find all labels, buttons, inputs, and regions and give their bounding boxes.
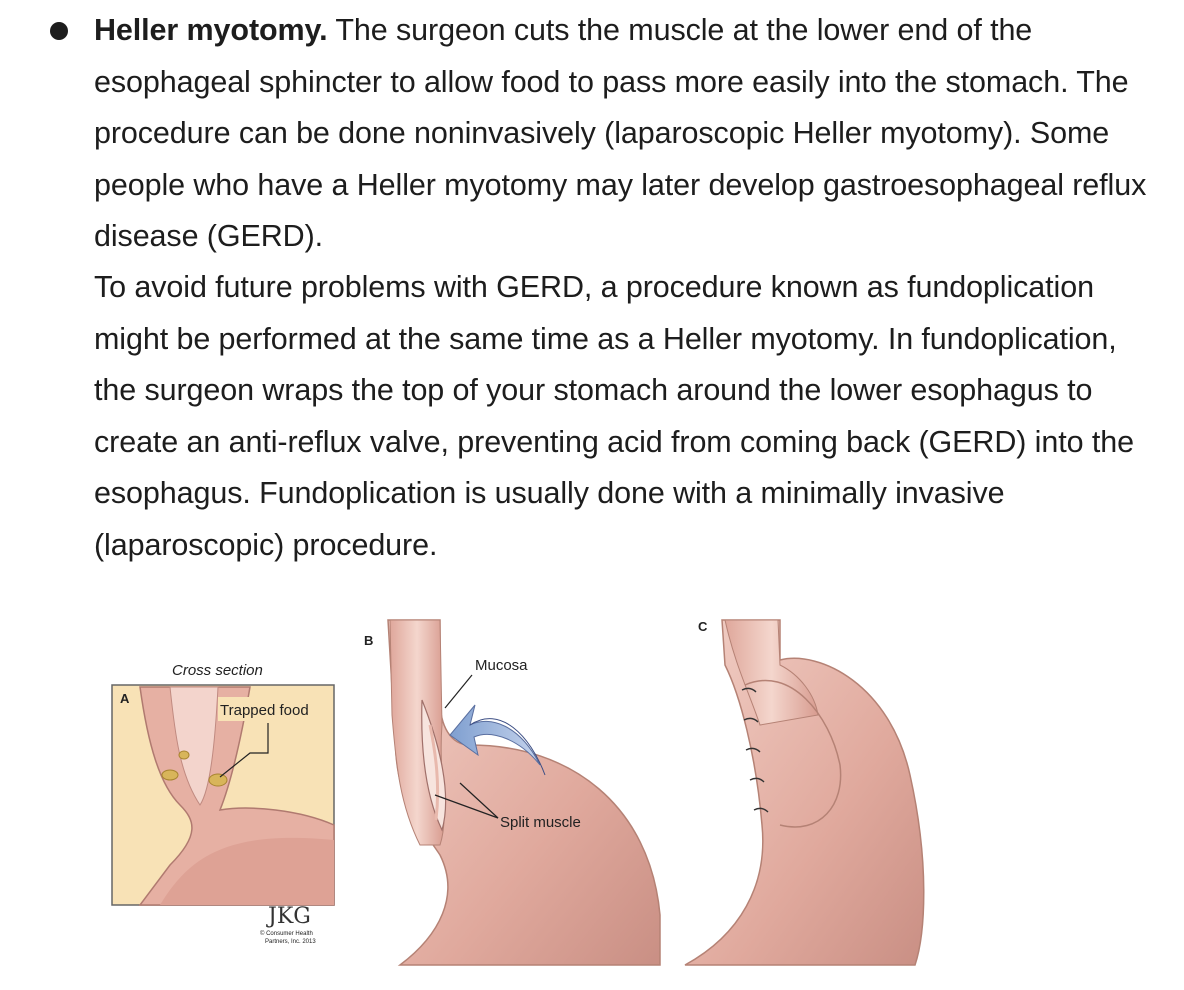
panel-b-mucosa-label: Mucosa	[475, 657, 528, 674]
panel-a-trapped-food-label: Trapped food	[220, 702, 309, 719]
panel-b	[364, 620, 660, 965]
illustration-svg	[100, 605, 1000, 970]
procedure-illustration	[100, 605, 1000, 970]
panel-a-food-particle	[209, 774, 227, 786]
signature: JKG	[268, 904, 311, 929]
panel-a-letter: A	[120, 691, 130, 706]
panel-c-stomach	[685, 620, 924, 965]
panel-a	[112, 662, 334, 945]
paragraph-fundoplication: To avoid future problems with GERD, a procedure known as fundoplication might be performed at the same time as a Heller myotomy. In fundoplication, the surgeon wraps the top of your stomach around the lower esophagus to create an anti-reflux valve, preventing acid from coming back (GERD) into the esophagus. Fundoplication is usually done with a minimally invasive (laparoscopic) procedure.	[94, 270, 1134, 562]
paragraph1-body: The surgeon cuts the muscle at the lower end of the esophageal sphincter to allow food to pass more easily into the stomach. The procedure can be done noninvasively (laparoscopic Heller myotomy). Some people who have a Heller myotomy may later develop gastroesophageal reflux disease (GERD).	[94, 13, 1147, 253]
copyright-line-1: © Consumer Health	[260, 931, 313, 937]
panel-b-letter: B	[364, 633, 374, 648]
panel-a-title: Cross section	[172, 662, 263, 679]
panel-a-food-particle	[162, 770, 178, 780]
panel-b-mucosa-leader	[445, 675, 472, 708]
panel-c-letter: C	[698, 619, 708, 634]
panel-b-split-muscle-label: Split muscle	[500, 814, 581, 831]
panel-c	[685, 619, 924, 965]
term-heading: Heller myotomy.	[94, 13, 328, 47]
copyright-line-2: Partners, Inc. 2013	[265, 939, 316, 945]
bullet-dot	[50, 22, 68, 40]
paragraph-heller-myotomy	[94, 5, 1154, 263]
panel-a-food-particle	[179, 751, 189, 759]
